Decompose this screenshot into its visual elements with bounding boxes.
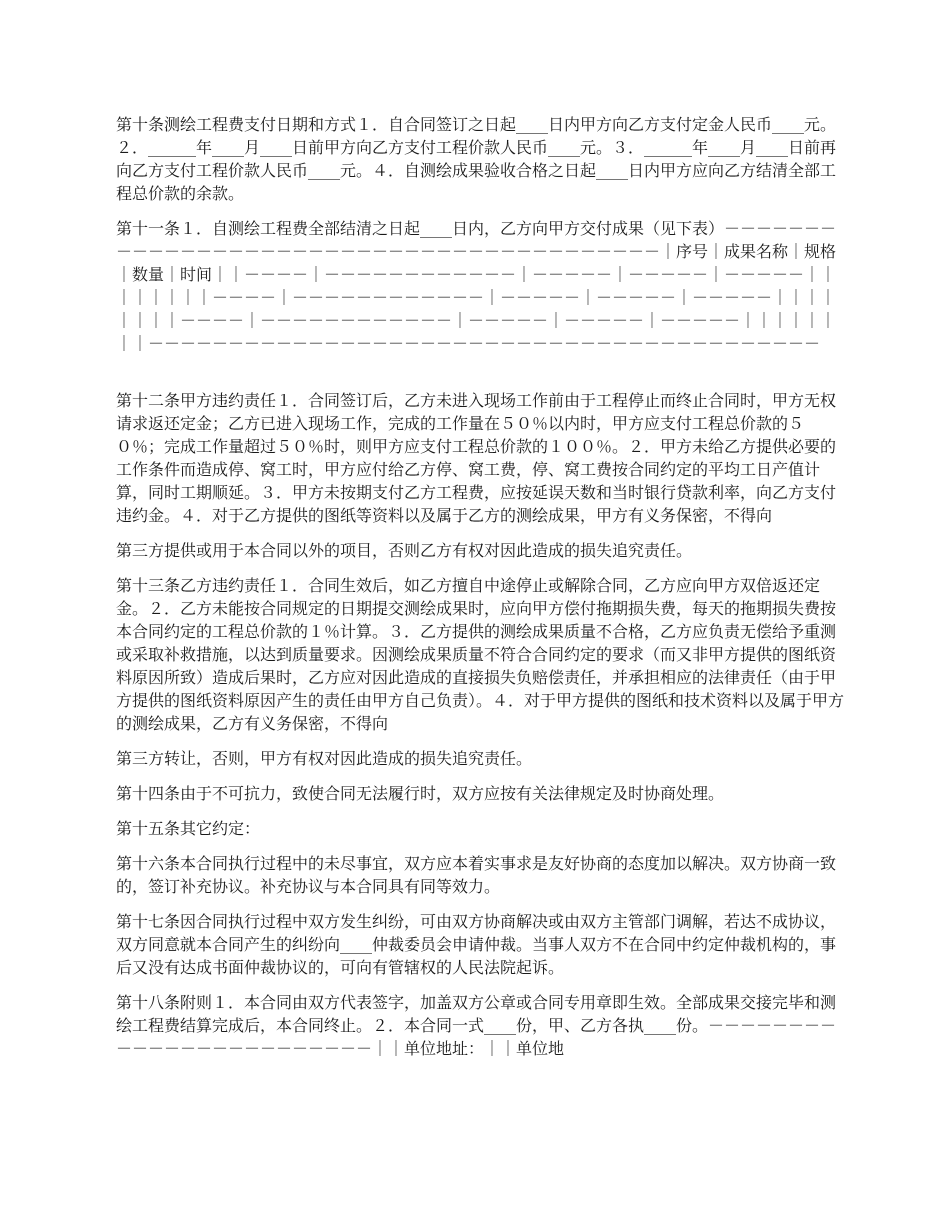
document-body	[116, 113, 846, 1072]
article-18-supplementary: 第十八条附则１．本合同由双方代表签字，加盖双方公章或合同专用章即生效。全部成果交接完毕和测绘工程费结算完成后，本合同终止。２．本合同一式____份，甲、乙方各执____份。－－－－－－－－－－－－－－－－－－－－－－－－｜｜单位地址：｜｜单位地	[116, 993, 837, 1058]
article-13-continuation: 第三方转让，否则，甲方有权对因此造成的损失追究责任。	[116, 749, 533, 768]
article-12-party-a-liability: 第十二条甲方违约责任１．合同签订后，乙方未进入现场工作前由于工程停止而终止合同时，甲方无权请求返还定金；乙方已进入现场工作，完成的工作量在５０％以内时，甲方应支付工程总价款的５０％；完成工作量超过５０％时，则甲方应支付工程总价款的１００％。２．甲方未给乙方提供必要的工作条件而造成停、窝工时，甲方应付给乙方停、窝工费，停、窝工费按合同约定的平均工日产值计算，同时工期顺延。３．甲方未按期支付乙方工程费，应按延误天数和当时银行贷款利率，向乙方支付违约金。４．对于乙方提供的图纸等资料以及属于乙方的测绘成果，甲方有义务保密，不得向	[116, 391, 837, 525]
article-10-payment: 第十条测绘工程费支付日期和方式１．自合同签订之日起____日内甲方向乙方支付定金人民币____元。２．______年____月____日前甲方向乙方支付工程价款人民币____元。３．______年____月____日前再向乙方支付工程价款人民币____元。４．自测绘成果验收合格之日起____日内甲方应向乙方结清全部工程总价款的余款。	[116, 115, 837, 203]
article-11-deliverables-table: 第十一条１．自测绘工程费全部结清之日起____日内，乙方向甲方交付成果（见下表）－－－－－－－－－－－－－－－－－－－－－－－－－－－－－－－－－－－－－－－－－｜序号｜成果名称｜规格｜数量｜时间｜｜－－－－｜－－－－－－－－－－－－｜－－－－－｜－－－－－｜－－－－－｜｜｜｜｜｜｜｜－－－－｜－－－－－－－－－－－－｜－－－－－｜－－－－－｜－－－－－｜｜｜｜｜｜｜｜－－－－｜－－－－－－－－－－－－｜－－－－－｜－－－－－｜－－－－－｜｜｜｜｜｜｜｜－－－－－－－－－－－－－－－－－－－－－－－－－－－－－－－－－－－－－－－－－－	[116, 219, 837, 353]
article-17-disputes: 第十七条因合同执行过程中双方发生纠纷，可由双方协商解决或由双方主管部门调解，若达不成协议，双方同意就本合同产生的纠纷向____仲裁委员会申请仲裁。当事人双方不在合同中约定仲裁机构的，事后又没有达成书面仲裁协议的，可向有管辖权的人民法院起诉。	[116, 912, 837, 977]
article-16-unresolved-matters: 第十六条本合同执行过程中的未尽事宜，双方应本着实事求是友好协商的态度加以解决。双方协商一致的，签订补充协议。补充协议与本合同具有同等效力。	[116, 854, 837, 896]
article-15-other-terms: 第十五条其它约定：	[116, 819, 261, 838]
article-14-force-majeure: 第十四条由于不可抗力，致使合同无法履行时，双方应按有关法律规定及时协商处理。	[116, 784, 725, 803]
article-12-continuation: 第三方提供或用于本合同以外的项目，否则乙方有权对因此造成的损失追究责任。	[116, 541, 693, 560]
article-13-party-b-liability: 第十三条乙方违约责任１．合同生效后，如乙方擅自中途停止或解除合同，乙方应向甲方双倍返还定金。２．乙方未能按合同规定的日期提交测绘成果时，应向甲方偿付拖期损失费，每天的拖期损失费按本合同约定的工程总价款的１％计算。３．乙方提供的测绘成果质量不合格，乙方应负责无偿给予重测或采取补救措施，以达到质量要求。因测绘成果质量不符合合同约定的要求（而又非甲方提供的图纸资料原因所致）造成后果时，乙方应对因此造成的直接损失负赔偿责任，并承担相应的法律责任（由于甲方提供的图纸资料原因产生的责任由甲方自己负责）。４．对于甲方提供的图纸和技术资料以及属于甲方的测绘成果，乙方有义务保密，不得向	[116, 576, 845, 733]
